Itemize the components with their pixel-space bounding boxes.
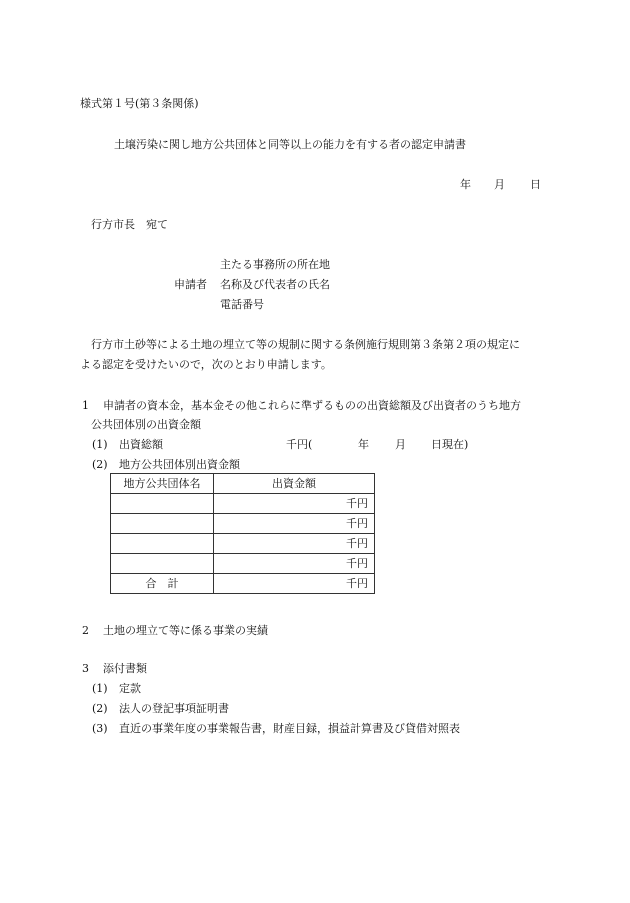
date-year: 年 xyxy=(460,178,471,191)
date-day: 日 xyxy=(530,178,541,191)
attachment-3-text: 直近の事業年度の事業報告書，財産目録，損益計算書及び貸借対照表 xyxy=(119,722,460,735)
section-1-text-line-2: 公共団体別の出資金額 xyxy=(91,418,201,431)
cell-amount: 千円 xyxy=(214,554,375,574)
section-2-text: 土地の埋立て等に係る事業の実績 xyxy=(103,624,268,637)
cell-total-label: 合 計 xyxy=(111,574,214,594)
form-number: 様式第１号(第３条関係) xyxy=(80,97,199,110)
table-header-row xyxy=(111,474,375,494)
attachment-1-text: 定款 xyxy=(119,682,141,695)
attachment-3-label: (3) xyxy=(92,722,108,735)
section-1-number: 1 xyxy=(82,399,89,412)
section-2-number: 2 xyxy=(82,624,89,637)
item-1-unit: 千円( xyxy=(286,438,313,451)
section-1-text-line-1: 申請者の資本金，基本金その他これらに準ずるものの出資総額及び出資者のうち地方 xyxy=(103,399,521,412)
header-government-name: 地方公共団体名 xyxy=(111,474,214,494)
investment-table xyxy=(110,473,375,594)
item-1-month: 月 xyxy=(395,438,406,451)
applicant-name-label: 名称及び代表者の氏名 xyxy=(220,278,330,291)
table-row xyxy=(111,494,375,514)
table-row xyxy=(111,514,375,534)
cell-amount: 千円 xyxy=(214,514,375,534)
applicant-address-label: 主たる事務所の所在地 xyxy=(220,258,330,271)
item-2-label: (2) xyxy=(92,458,108,471)
item-1-day: 日現在) xyxy=(431,438,469,451)
table-row xyxy=(111,534,375,554)
item-1-text: 出資総額 xyxy=(119,438,163,451)
item-1-label: (1) xyxy=(92,438,108,451)
date-month: 月 xyxy=(494,178,505,191)
attachment-2-text: 法人の登記事項証明書 xyxy=(119,702,229,715)
attachment-2-label: (2) xyxy=(92,702,108,715)
table-row xyxy=(111,554,375,574)
addressee: 行方市長 宛て xyxy=(91,218,168,231)
section-3-text: 添付書類 xyxy=(103,662,147,675)
body-line-2: よる認定を受けたいので，次のとおり申請します。 xyxy=(80,358,332,371)
header-investment-amount: 出資金額 xyxy=(214,474,375,494)
table-total-row xyxy=(111,574,375,594)
cell-amount: 千円 xyxy=(214,494,375,514)
section-3-number: 3 xyxy=(82,662,89,675)
cell-total-amount: 千円 xyxy=(214,574,375,594)
applicant-label: 申請者 xyxy=(174,278,207,291)
item-2-text: 地方公共団体別出資金額 xyxy=(119,458,240,471)
cell-amount: 千円 xyxy=(214,534,375,554)
cell-government-name xyxy=(111,514,214,534)
item-1-year: 年 xyxy=(358,438,369,451)
attachment-1-label: (1) xyxy=(92,682,108,695)
cell-government-name xyxy=(111,554,214,574)
cell-government-name xyxy=(111,534,214,554)
body-line-1: 行方市土砂等による土地の埋立て等の規制に関する条例施行規則第３条第２項の規定に xyxy=(91,338,520,351)
document-title: 土壌汚染に関し地方公共団体と同等以上の能力を有する者の認定申請書 xyxy=(114,138,466,151)
applicant-phone-label: 電話番号 xyxy=(220,298,264,311)
cell-government-name xyxy=(111,494,214,514)
